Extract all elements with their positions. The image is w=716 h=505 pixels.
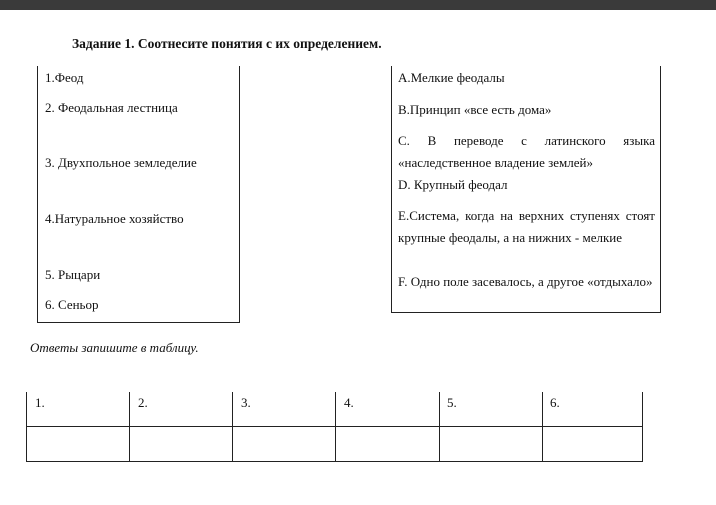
term-item: 1.Феод — [45, 70, 84, 85]
term-item: 4.Натуральное хозяйство — [45, 211, 184, 226]
answer-col-border — [642, 392, 643, 462]
term-item: 3. Двухпольное земледелие — [45, 155, 197, 170]
term-item: 6. Сеньор — [45, 297, 99, 312]
term-item: 2. Феодальная лестница — [45, 100, 178, 115]
answer-input-cell[interactable] — [233, 427, 335, 461]
definition-item: С. В переводе с латинского языка «наследственное владение землей» — [398, 133, 655, 170]
top-bar — [0, 0, 716, 10]
answer-note: Ответы запишите в таблицу. — [30, 340, 199, 355]
task-title: Задание 1. Соотнесите понятия с их определением. — [72, 36, 382, 51]
definitions-left-border — [391, 66, 392, 313]
answer-header-cell: 2. — [138, 395, 148, 410]
answer-header-cell: 6. — [550, 395, 560, 410]
answer-header-cell: 3. — [241, 395, 251, 410]
terms-left-border — [37, 66, 38, 323]
answer-header-cell: 1. — [35, 395, 45, 410]
definition-item: D. Крупный феодал — [398, 177, 508, 192]
term-item: 5. Рыцари — [45, 267, 101, 282]
terms-right-border — [239, 66, 240, 323]
answer-input-cell[interactable] — [336, 427, 439, 461]
definition-item: F. Одно поле засевалось, а другое «отдыхало» — [398, 274, 653, 289]
answer-input-cell[interactable] — [27, 427, 129, 461]
definitions-bottom-border — [391, 312, 661, 313]
answer-header-cell: 4. — [344, 395, 354, 410]
answer-input-cell[interactable] — [543, 427, 642, 461]
answer-header-cell: 5. — [447, 395, 457, 410]
definition-item: Е.Система, когда на верхних ступенях стоят крупные феодалы, а на нижних - мелкие — [398, 208, 655, 245]
terms-bottom-border — [37, 322, 240, 323]
definitions-right-border — [660, 66, 661, 313]
definition-item: В.Принцип «все есть дома» — [398, 102, 552, 117]
definition-item: А.Мелкие феодалы — [398, 70, 505, 85]
answer-input-cell[interactable] — [130, 427, 232, 461]
answer-bottom-border — [26, 461, 642, 462]
answer-input-cell[interactable] — [440, 427, 542, 461]
